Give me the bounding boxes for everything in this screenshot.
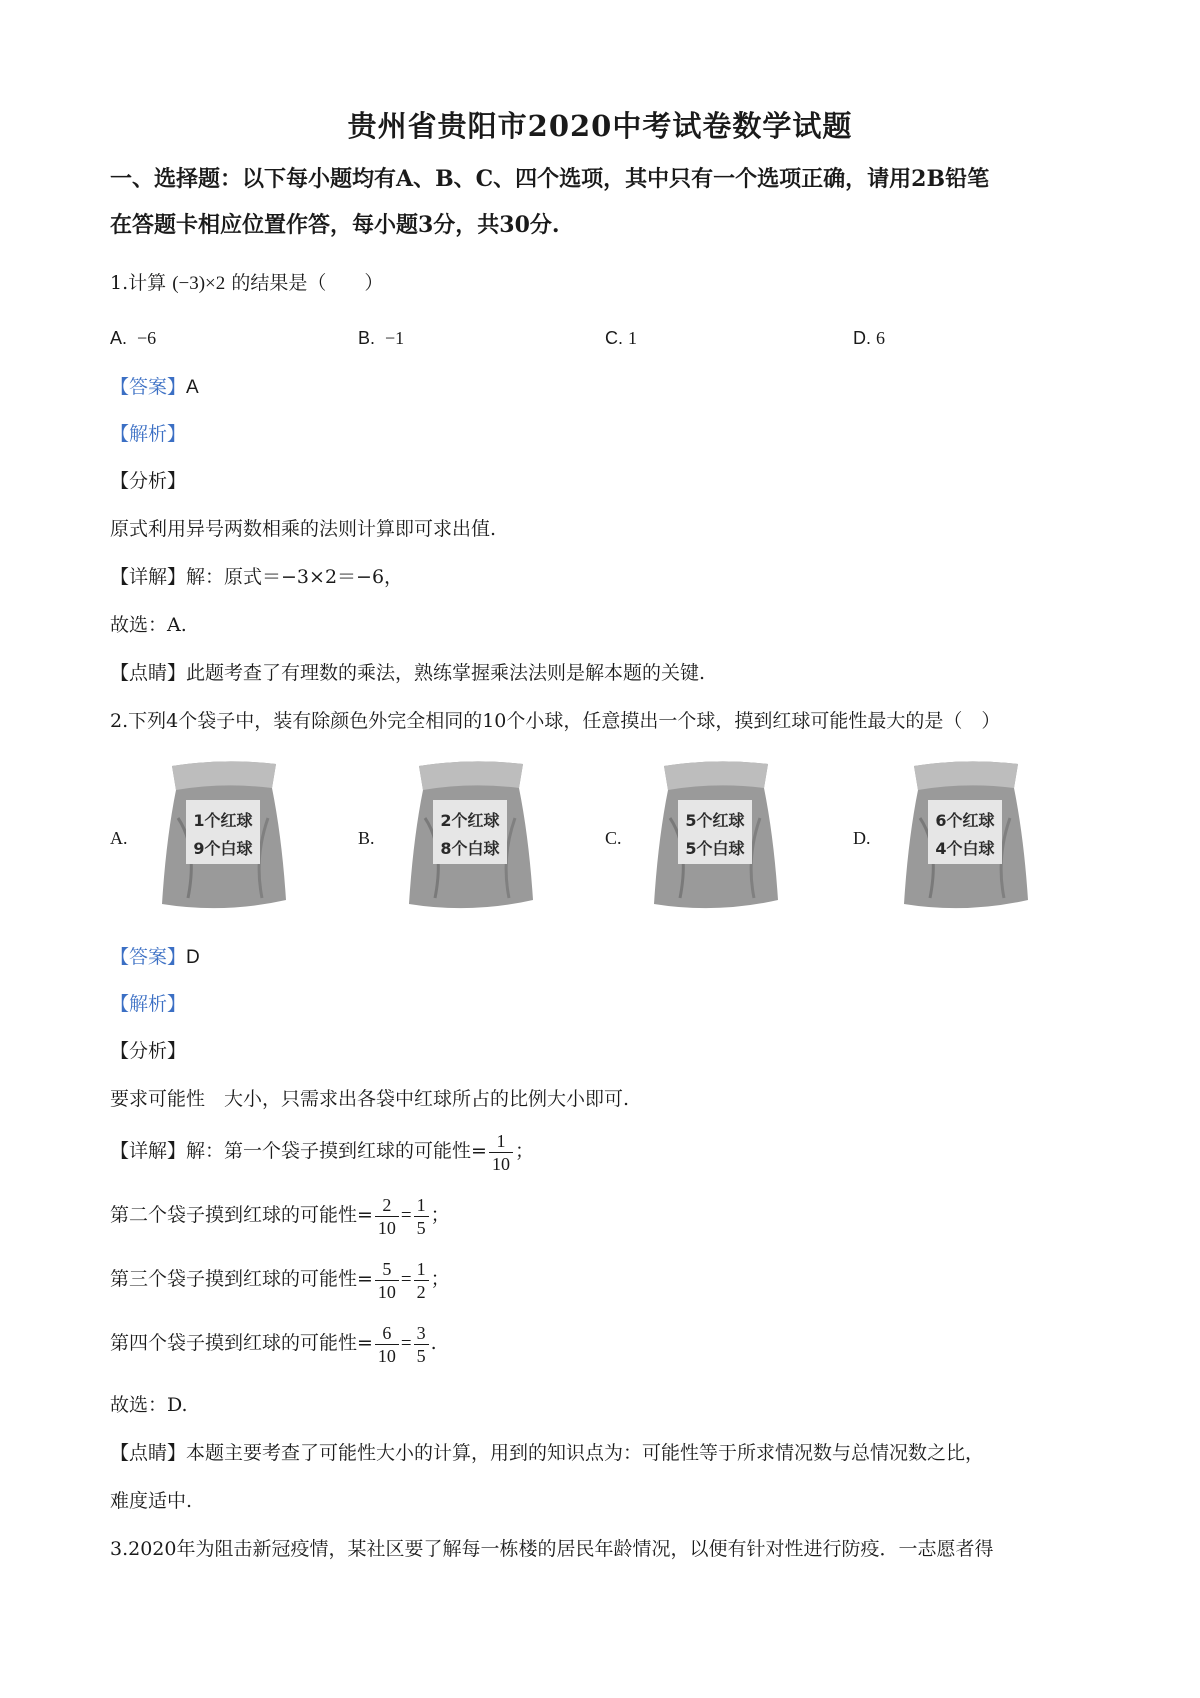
dianjing-text: 本题主要考查了可能性大小的计算，用到的知识点为：可能性等于所求情况数与总情况数之比，: [186, 1442, 985, 1464]
q2-guxuan: 故选：D.: [110, 1394, 188, 1416]
bag-white-label: 4个白球: [935, 839, 995, 858]
q2-option-b-letter: B.: [358, 828, 375, 848]
fraction: $\frac{5}{10}$: [375, 1258, 399, 1303]
equals-sign: =: [400, 1205, 412, 1226]
dianjing-text: 此题考查了有理数的乘法，熟练掌握乘法法则是解本题的关键.: [186, 662, 706, 684]
q2-jiexi-tag: 【解析】: [110, 993, 187, 1015]
section-heading-line2: 在答题卡相应位置作答，每小题3分，共30分.: [110, 212, 560, 238]
answer-value: D: [186, 947, 200, 968]
fraction: $\frac{1}{5}$: [414, 1194, 429, 1239]
bag-image-c: [650, 758, 780, 913]
bag-image-a: [158, 758, 288, 913]
q1-suffix: 的结果是（ ）: [231, 272, 384, 294]
q1-option-d: [853, 328, 885, 349]
q1-fenxi-tag: 【分析】: [110, 470, 187, 492]
bag-white-label: 5个白球: [685, 839, 745, 858]
page-title: 贵州省贵阳市2020中考试卷数学试题: [347, 109, 853, 143]
q2-dianjing-line1: [110, 1440, 984, 1466]
q2-option-a-letter: A.: [110, 828, 128, 848]
bag-white-label: 8个白球: [440, 839, 500, 858]
option-value: −1: [385, 328, 405, 348]
option-value: 6: [876, 328, 886, 348]
q2-fenxi-text: 要求可能性 大小，只需求出各袋中红球所占的比例大小即可.: [110, 1088, 630, 1110]
bag-white-label: 9个白球: [193, 839, 253, 858]
q1-guxuan: 故选：A.: [110, 614, 187, 636]
q3-stem: 3.2020年为阻击新冠疫情，某社区要了解每一栋楼的居民年龄情况，以便有针对性进行防疫．一志愿者得: [110, 1538, 994, 1560]
xiangjie-text: 解：原式＝−3×2＝−6，: [186, 566, 404, 588]
option-letter: D.: [853, 328, 871, 348]
bag-image-d: [900, 758, 1030, 913]
q1-expression: (−3)×2: [172, 273, 226, 294]
q1-option-b: [358, 328, 404, 349]
option-letter: B.: [358, 328, 376, 348]
fraction: $\frac{1}{2}$: [414, 1258, 429, 1303]
q2-xiangjie-line4: [110, 1320, 437, 1367]
q2-option-c-letter: C.: [605, 828, 622, 848]
q1-prefix: 1.计算: [110, 272, 167, 294]
section-heading-line1: 一、选择题：以下每小题均有A、B、C、四个选项，其中只有一个选项正确，请用2B铅笔: [110, 166, 990, 192]
q2-xiangjie-line1: [110, 1128, 534, 1175]
q2-answer: [110, 944, 200, 971]
q1-jiexi-tag: 【解析】: [110, 423, 187, 445]
q2-dianjing-line2: 难度适中.: [110, 1490, 193, 1512]
q1-option-c: [605, 328, 637, 349]
q2-xiangjie-line2: [110, 1192, 450, 1239]
line-end: ；: [514, 1140, 534, 1162]
option-letter: A.: [110, 328, 128, 348]
bag-red-label: 2个红球: [440, 811, 500, 830]
q2-fenxi-tag: 【分析】: [110, 1040, 187, 1062]
bag-red-label: 5个红球: [685, 811, 745, 830]
fraction: $\frac{6}{10}$: [375, 1322, 399, 1367]
q1-option-a: [110, 328, 156, 349]
line-end: ；: [430, 1204, 450, 1226]
answer-value: A: [186, 377, 199, 398]
fraction: $\frac{1}{10}$: [489, 1130, 513, 1175]
q1-dianjing: [110, 660, 705, 686]
q1-fenxi-text: 原式利用异号两数相乘的法则计算即可求出值.: [110, 518, 497, 540]
answer-tag: 【答案】: [110, 376, 187, 398]
q2-xiangjie-line3: [110, 1256, 450, 1303]
bag-image-b: [405, 758, 535, 913]
line-end: ；: [430, 1268, 450, 1290]
option-value: 1: [628, 328, 638, 348]
fraction: $\frac{3}{5}$: [414, 1322, 429, 1367]
line-text: 第三个袋子摸到红球的可能性=: [110, 1268, 373, 1290]
line-end: .: [430, 1332, 437, 1354]
q2-stem: 2.下列4个袋子中，装有除颜色外完全相同的10个小球，任意摸出一个球，摸到红球可能性最大的是（ ）: [110, 710, 1001, 732]
xiangjie-tag: 【详解】: [110, 566, 187, 588]
dianjing-tag: 【点睛】: [110, 662, 187, 684]
fraction: $\frac{2}{10}$: [375, 1194, 399, 1239]
answer-tag: 【答案】: [110, 946, 187, 968]
xiangjie-text: 解：第一个袋子摸到红球的可能性=: [186, 1140, 487, 1162]
q1-stem: [110, 270, 383, 297]
equals-sign: =: [400, 1333, 412, 1354]
dianjing-tag: 【点睛】: [110, 1442, 187, 1464]
q2-option-d-letter: D.: [853, 828, 871, 848]
xiangjie-tag: 【详解】: [110, 1140, 187, 1162]
line-text: 第四个袋子摸到红球的可能性=: [110, 1332, 373, 1354]
q1-xiangjie: [110, 564, 403, 590]
bag-red-label: 6个红球: [935, 811, 995, 830]
option-letter: C.: [605, 328, 623, 348]
equals-sign: =: [400, 1269, 412, 1290]
option-value: −6: [137, 328, 157, 348]
q1-answer: [110, 374, 199, 401]
line-text: 第二个袋子摸到红球的可能性=: [110, 1204, 373, 1226]
bag-red-label: 1个红球: [193, 811, 253, 830]
